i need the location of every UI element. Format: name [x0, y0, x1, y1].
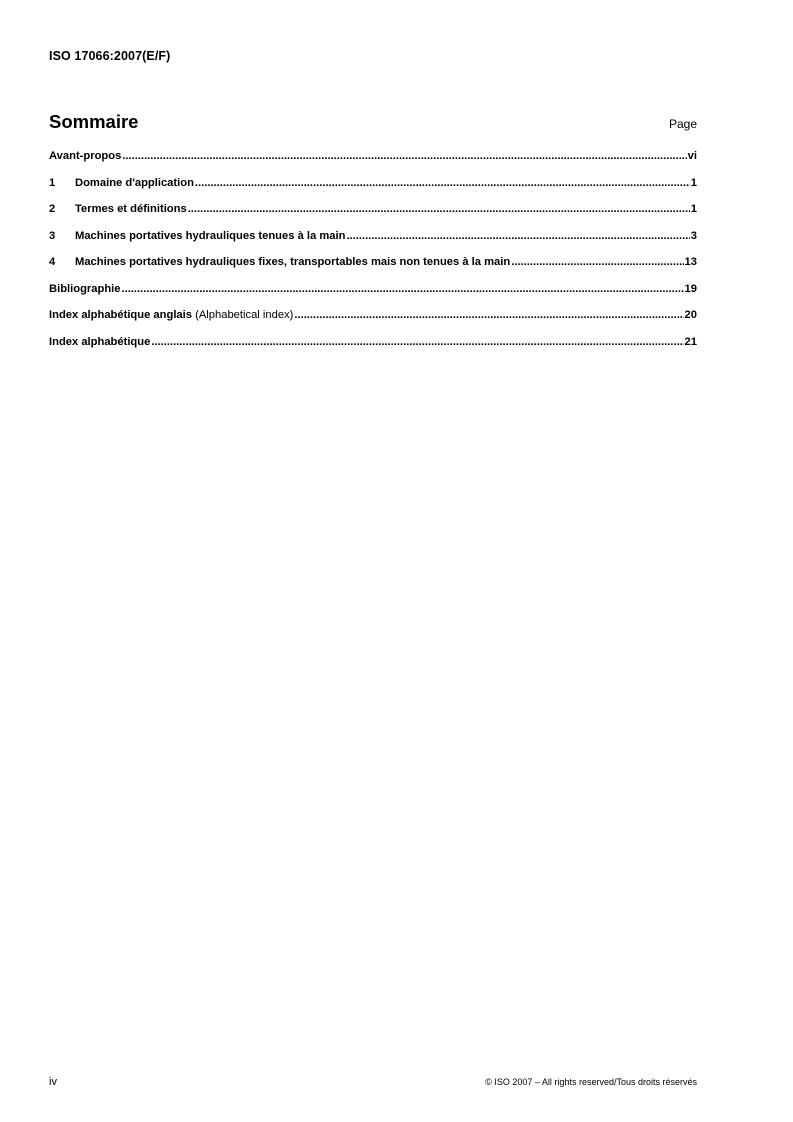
toc-entry-number: 1: [49, 176, 56, 189]
toc-dot-leader: [122, 150, 686, 162]
toc-entry-page: vi: [687, 150, 697, 162]
toc-entry-avant-propos[interactable]: [49, 150, 697, 177]
toc-entry-label: Bibliographie: [49, 282, 121, 295]
toc-entry-number: 4: [49, 256, 56, 268]
document-footer: [49, 1076, 697, 1092]
toc-entry-machines-tenues[interactable]: [49, 230, 697, 257]
toc-entry-page: 13: [684, 256, 697, 268]
document-header: ISO 17066:2007(E/F): [49, 49, 171, 63]
toc-entry-page: 3: [690, 229, 697, 242]
toc-entry-termes[interactable]: [49, 203, 697, 230]
footer-page-number: iv: [49, 1076, 57, 1088]
toc-entry-label: Avant-propos: [49, 150, 122, 162]
toc-entry-label: Index alphabétique: [49, 335, 151, 348]
toc-dot-leader: [346, 230, 689, 242]
footer-copyright: © ISO 2007 – All rights reserved/Tous droits réservés: [485, 1077, 697, 1087]
toc-title: Sommaire: [49, 111, 139, 132]
toc-entry-machines-fixes[interactable]: [49, 256, 697, 283]
toc-dot-leader: [151, 336, 683, 348]
toc-entry-index-anglais[interactable]: [49, 309, 697, 336]
toc-page-label: Page: [668, 117, 697, 131]
toc-dot-leader: [511, 256, 683, 268]
toc-entry-page: 19: [684, 282, 697, 295]
toc-entry-page: 20: [684, 309, 697, 321]
toc-dot-leader: [188, 203, 690, 215]
toc-entry-page: 1: [690, 203, 697, 215]
toc-entry-page: 21: [684, 335, 697, 348]
toc-entry-label: Domaine d'application: [75, 176, 194, 189]
toc-dot-leader: [294, 309, 683, 321]
toc-entry-number: 2: [49, 203, 56, 215]
toc-entry-label: Machines portatives hydrauliques fixes, transportables mais non tenues à la main: [75, 256, 511, 268]
toc-entry-number: 3: [49, 229, 56, 242]
toc-entry-page: 1: [690, 176, 697, 189]
toc-dot-leader: [195, 177, 690, 189]
toc-list: [49, 150, 697, 362]
toc-entry-label: Termes et définitions: [75, 203, 187, 215]
toc-title-row: [49, 111, 697, 135]
toc-entry-label: Machines portatives hydrauliques tenues à la main: [75, 229, 346, 242]
toc-entry-label: Index alphabétique anglais (Alphabetical index): [49, 309, 294, 321]
toc-entry-index[interactable]: [49, 336, 697, 363]
toc-dot-leader: [121, 283, 683, 295]
toc-entry-bibliographie[interactable]: [49, 283, 697, 310]
toc-entry-domaine[interactable]: [49, 177, 697, 204]
